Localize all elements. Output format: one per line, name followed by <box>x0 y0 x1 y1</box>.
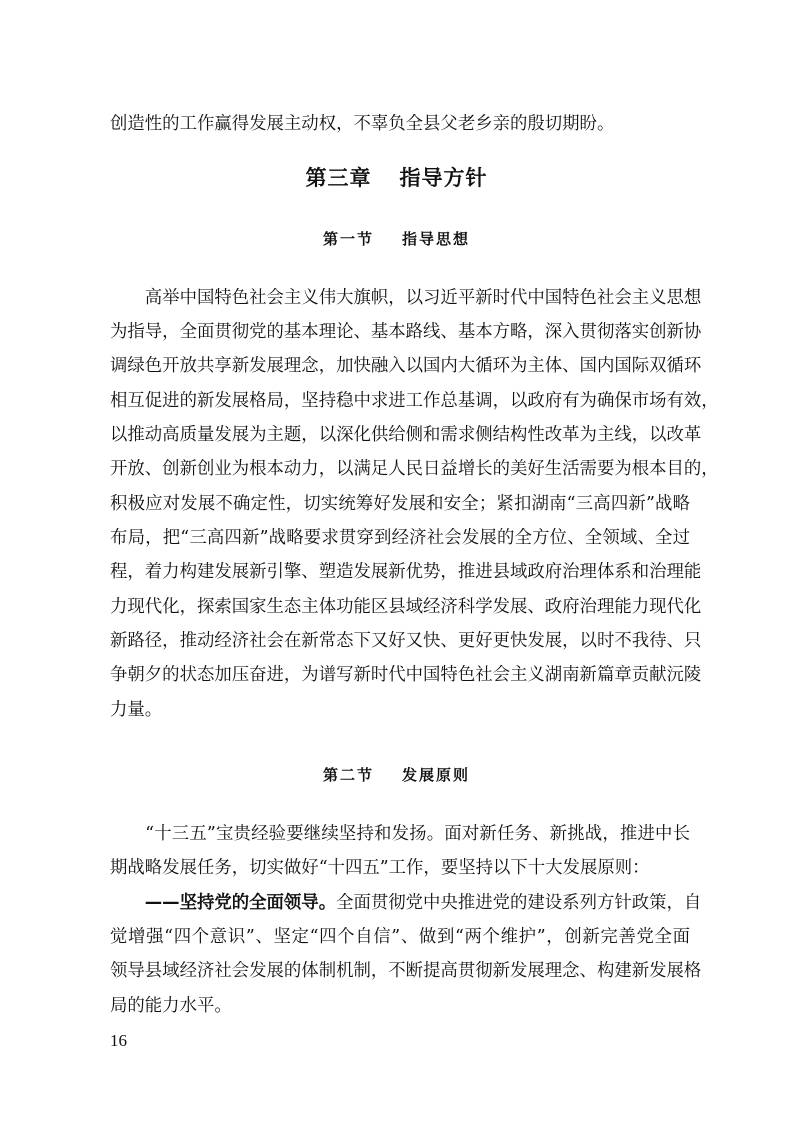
paragraph-line: 以推动高质量发展为主题，以深化供给侧和需求侧结构性改革为主线，以改革 <box>110 425 702 445</box>
paragraph-line: 领导县域经济社会发展的体制机制，不断提高贯彻新发展理念、构建新发展格 <box>110 961 702 981</box>
chapter-title: 指导方针 <box>399 166 488 190</box>
paragraph-line: 力现代化，探索国家生态主体功能区县域经济科学发展、政府治理能力现代化 <box>110 597 702 617</box>
section-title: 发展原则 <box>402 766 471 784</box>
paragraph-line: 争朝夕的状态加压奋进，为谱写新时代中国特色社会主义湖南新篇章贡献沅陵 <box>110 665 702 685</box>
paragraph-line: 积极应对发展不确定性，切实统筹好发展和安全；紧扣湖南“三高四新”战略 <box>110 494 690 514</box>
section-title: 指导思想 <box>402 230 471 248</box>
intro-paragraph-line: 创造性的工作赢得发展主动权，不辜负全县父老乡亲的殷切期盼。 <box>110 114 615 134</box>
section-heading-2 <box>0 763 793 787</box>
principle-lead: ——坚持党的全面领导。 <box>110 893 337 913</box>
paragraph-line: 高举中国特色社会主义伟大旗帜，以习近平新时代中国特色社会主义思想 <box>110 288 702 308</box>
paragraph-line: 调绿色开放共享新发展理念，加快融入以国内大循环为主体、国内国际双循环 <box>110 356 702 376</box>
chapter-number: 第三章 <box>305 166 372 190</box>
page-number: 16 <box>110 1031 127 1050</box>
section-number: 第一节 <box>322 230 374 248</box>
paragraph-line: 布局，把“三高四新”战略要求贯穿到经济社会发展的全方位、全领域、全过 <box>110 528 690 548</box>
principle-text: 全面贯彻党中央推进党的建设系列方针政策，自 <box>336 893 702 913</box>
paragraph-line: 相互促进的新发展格局，坚持稳中求进工作总基调，以政府有为确保市场有效， <box>110 391 719 411</box>
paragraph-line: 新路径，推动经济社会在新常态下又好又快、更好更快发展，以时不我待、只 <box>110 631 702 651</box>
section-number: 第二节 <box>322 766 374 784</box>
principle-first-line <box>110 890 702 916</box>
paragraph-line: 开放、创新创业为根本动力，以满足人民日益增长的美好生活需要为根本目的， <box>110 459 719 479</box>
paragraph-line: “十三五”宝贵经验要继续坚持和发扬。面对新任务、新挑战，推进中长 <box>110 824 690 844</box>
paragraph-line: 为指导，全面贯彻党的基本理论、基本路线、基本方略，深入贯彻落实创新协 <box>110 322 702 342</box>
paragraph-line: 觉增强“四个意识”、坚定“四个自信”、做到“两个维护”，创新完善党全面 <box>110 927 690 947</box>
section-heading-1 <box>0 227 793 251</box>
chapter-heading <box>0 163 793 193</box>
paragraph-line: 局的能力水平。 <box>110 996 232 1016</box>
paragraph-line: 期战略发展任务，切实做好“十四五”工作，要坚持以下十大发展原则： <box>110 858 650 878</box>
paragraph-line: 力量。 <box>110 700 163 720</box>
paragraph-line: 程，着力构建发展新引擎、塑造发展新优势，推进县域政府治理体系和治理能 <box>110 562 702 582</box>
